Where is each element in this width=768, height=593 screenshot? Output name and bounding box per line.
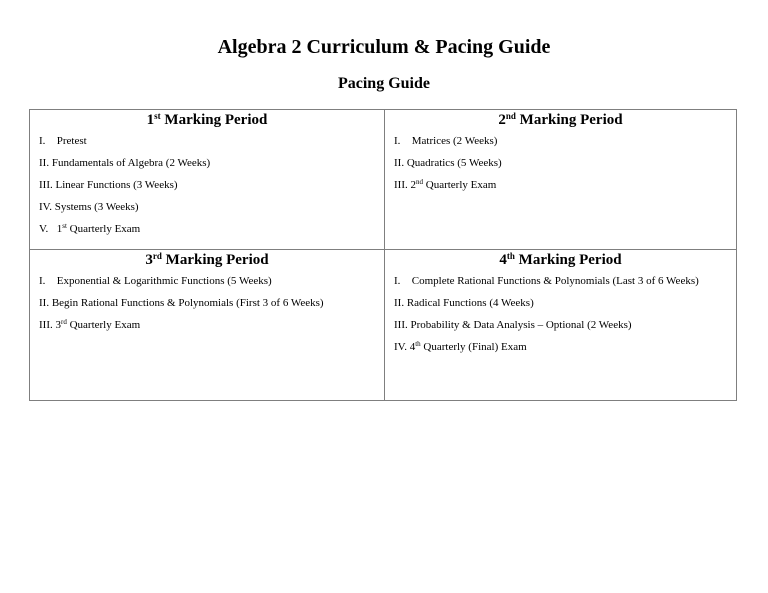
marking-period-3-cell — [30, 250, 384, 400]
list-item: I. Matrices (2 Weeks) — [394, 135, 498, 147]
marking-period-1-heading: 1st Marking Period — [146, 111, 268, 128]
marking-period-4-heading: 4th Marking Period — [499, 251, 622, 268]
list-item: IV. 4th Quarterly (Final) Exam — [394, 340, 527, 353]
marking-period-4-list — [385, 275, 736, 353]
list-item: III. Probability & Data Analysis – Optional (2 Weeks) — [394, 319, 632, 331]
list-item: II. Fundamentals of Algebra (2 Weeks) — [39, 157, 211, 169]
list-item: III. 3rd Quarterly Exam — [39, 318, 141, 331]
document-title: Algebra 2 Curriculum & Pacing Guide — [217, 36, 551, 58]
pacing-guide-table — [29, 109, 737, 401]
list-item: IV. Systems (3 Weeks) — [39, 201, 139, 213]
document-subtitle: Pacing Guide — [337, 75, 430, 92]
list-item: I. Complete Rational Functions & Polynomials (Last 3 of 6 Weeks) — [394, 275, 699, 287]
marking-period-2-heading: 2nd Marking Period — [498, 111, 623, 128]
marking-period-1-cell — [30, 110, 384, 249]
list-item: III. 2nd Quarterly Exam — [394, 178, 497, 191]
list-item: II. Quadratics (5 Weeks) — [394, 157, 502, 169]
list-item: I. Exponential & Logarithmic Functions (5 Weeks) — [39, 275, 272, 287]
marking-period-4-cell — [385, 250, 736, 400]
marking-period-3-heading: 3rd Marking Period — [145, 251, 269, 268]
list-item: I. Pretest — [39, 135, 87, 147]
marking-period-3-list — [30, 275, 384, 331]
list-item: III. Linear Functions (3 Weeks) — [39, 179, 178, 191]
marking-period-2-list — [385, 135, 736, 191]
list-item: V. 1st Quarterly Exam — [39, 222, 141, 235]
marking-period-1-list — [30, 135, 384, 235]
list-item: II. Begin Rational Functions & Polynomials (First 3 of 6 Weeks) — [39, 297, 324, 309]
marking-period-2-cell — [385, 110, 736, 249]
list-item: II. Radical Functions (4 Weeks) — [394, 297, 534, 309]
